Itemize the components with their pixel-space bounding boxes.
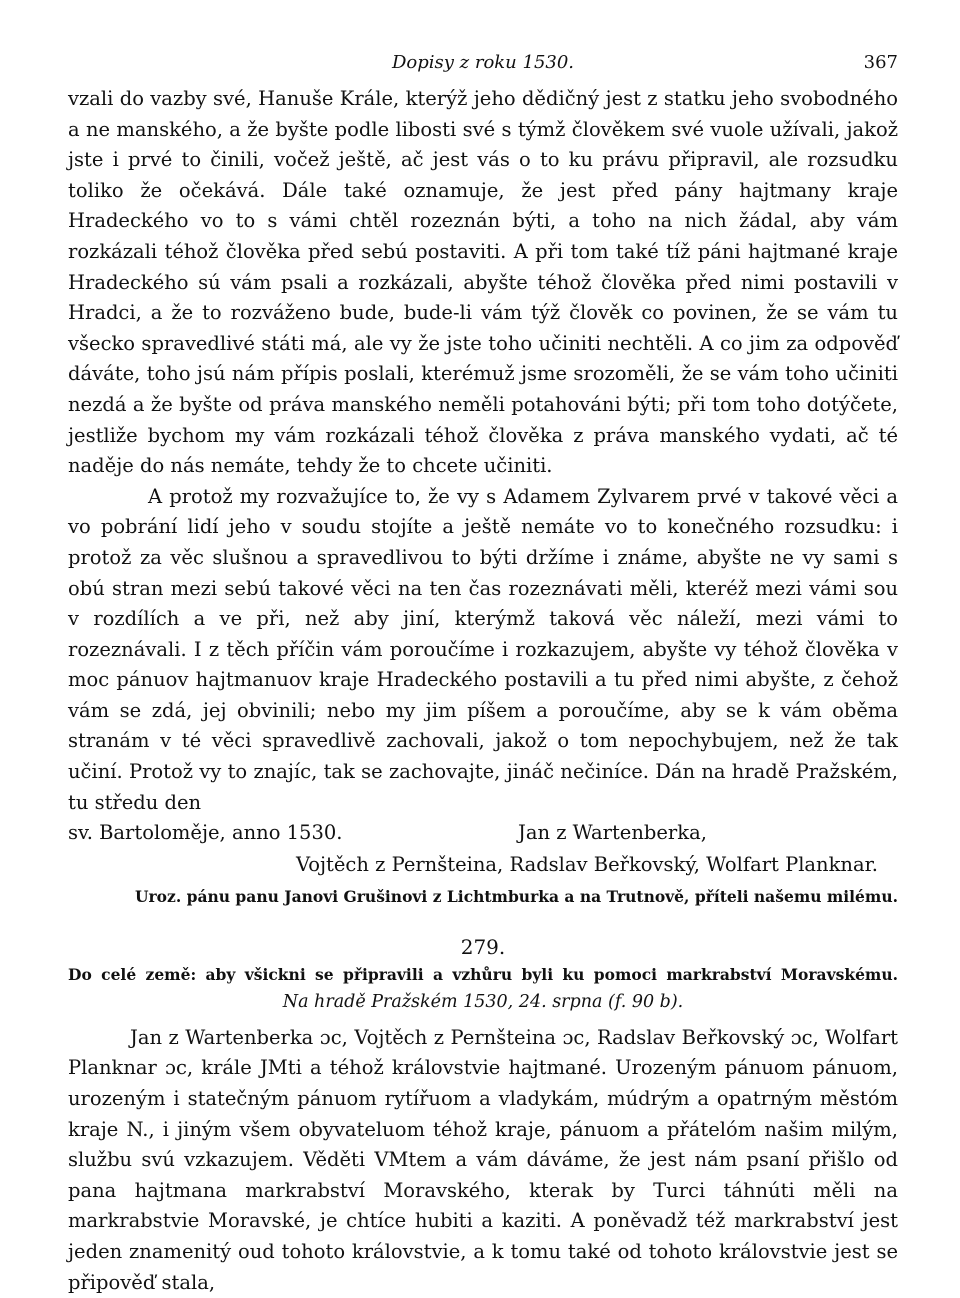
dating-and-signature-line bbox=[68, 818, 898, 849]
first-signer: Jan z Wartenberka, bbox=[518, 821, 707, 845]
letter-date: sv. Bartoloměje, anno 1530. bbox=[68, 821, 343, 845]
letter-279-paragraph-1: Jan z Wartenberka ɔc, Vojtěch z Pernšteina ɔc, Radslav Beřkovský ɔc, Wolfart Planknar ɔc, krále JMti a téhož královstvie hajtmané. Urozeným pánuom pánuom, urozeným i statečným pánuom rytířuom a vladykám, múdrým a opatrným městóm kraje N., i jiným všem obyvateluom téhož kraje, pánuom a přátelóm našim milým, službu svú vzkazujem. Věděti VMtem a vám dáváme, že jest nám psaní přišlo od pana hajtmana markrabství Moravského, kterak by Turci táhnúti měli na markrabstvie Moravské, je chtíce hubiti a kaziti. A poněvadž též markrabství jest jeden znamenitý oud tohoto královstvie, a k tomu také od tohoto královstvie jest se připověď stala, bbox=[68, 1025, 898, 1294]
book-page bbox=[68, 52, 898, 1298]
letter-address: Uroz. pánu panu Janovi Grušinovi z Lichtmburka a na Trutnově, příteli našemu milému. bbox=[135, 886, 898, 906]
document-number: 279. bbox=[460, 934, 506, 959]
letter-278-paragraph-1: vzali do vazby své, Hanuše Krále, kterýž jeho dědičný jest z statku jeho svobodného a ne manského, a že byšte podle libosti své s týmž člověkem své vuole užívali, jakož jste i prvé to činili, vočež ještě, ač jest vás o to ku právu připravil, ale rozsudku toliko že očekává. Dále také oznamuje, že jest před pány hajtmany kraje Hradeckého vo to s vámi chtěl rozeznán býti, a toho na nich žádal, aby vám rozkázali téhož člověka před sebú postaviti. A při tom také tíž páni hajtmané kraje Hradeckého sú vám psali a rozkázali, abyšte téhož člověka před nimi postavili v Hradci, a že to rozváženo bude, bude-li vám týž člověk co povinen, že se vám tu všecko spravedlivé státi má, ale vy že jste toho učiniti nechtěli. A co jim za odpověď dáváte, toho jsú nám přípis poslali, kterémuž jsme srozoměli, že se vám toho učiniti nezdá a že byšte od práva manského neměli potahováni býti; při tom toho dotýčete, jestliže bychom my vám rozkázali téhož člověka z práva manského vydati, ač té naděje do nás nemáte, tehdy že to chcete učiniti. bbox=[68, 87, 898, 478]
letter-278-paragraph-2: A protož my rozvažujíce to, že vy s Adamem Zylvarem prvé v takové věci a vo pobrání lidí jeho v soudu stojíte a ještě nemáte vo to konečného rozsudku: i protož za věc slušnou a spravedlivou to býti držíme i známe, abyšte ne vy sami s obú stran mezi sebú takové věci na ten čas rozeznávati měli, kteréž mezi vámi sou v rozdílích a ve při, než aby jiní, kterýmž taková věc náleží, mezi vámi to rozeznávali. I z těch příčin vám poroučíme i rozkazujem, abyšte vy téhož člověka v moc pánuov hajtmanuov kraje Hradeckého postavili a tu před nimi abyšte, z čehož vám se zdá, jej obvinili; nebo my jim píšem a poroučíme, aby se k vám oběma stranám v té věci spravedlivě zachovali, jakož o tom nepochybujem, než že tak učiní. Protož vy to znajíc, tak se zachovajte, jináč nečiníce. Dán na hradě Pražském, tu středu den bbox=[68, 484, 898, 814]
page-number: 367 bbox=[863, 52, 898, 73]
document-dating: Na hradě Pražském 1530, 24. srpna (f. 90 b). bbox=[282, 991, 684, 1012]
other-signers: Vojtěch z Pernšteina, Radslav Beřkovský, Wolfart Planknar. bbox=[295, 852, 878, 876]
document-summary: Do celé země: aby všickni se připravili a vzhůru byli ku pomoci markrabství Moravskému. bbox=[68, 964, 898, 984]
running-header bbox=[68, 52, 898, 84]
running-title: Dopisy z roku 1530. bbox=[391, 52, 575, 73]
